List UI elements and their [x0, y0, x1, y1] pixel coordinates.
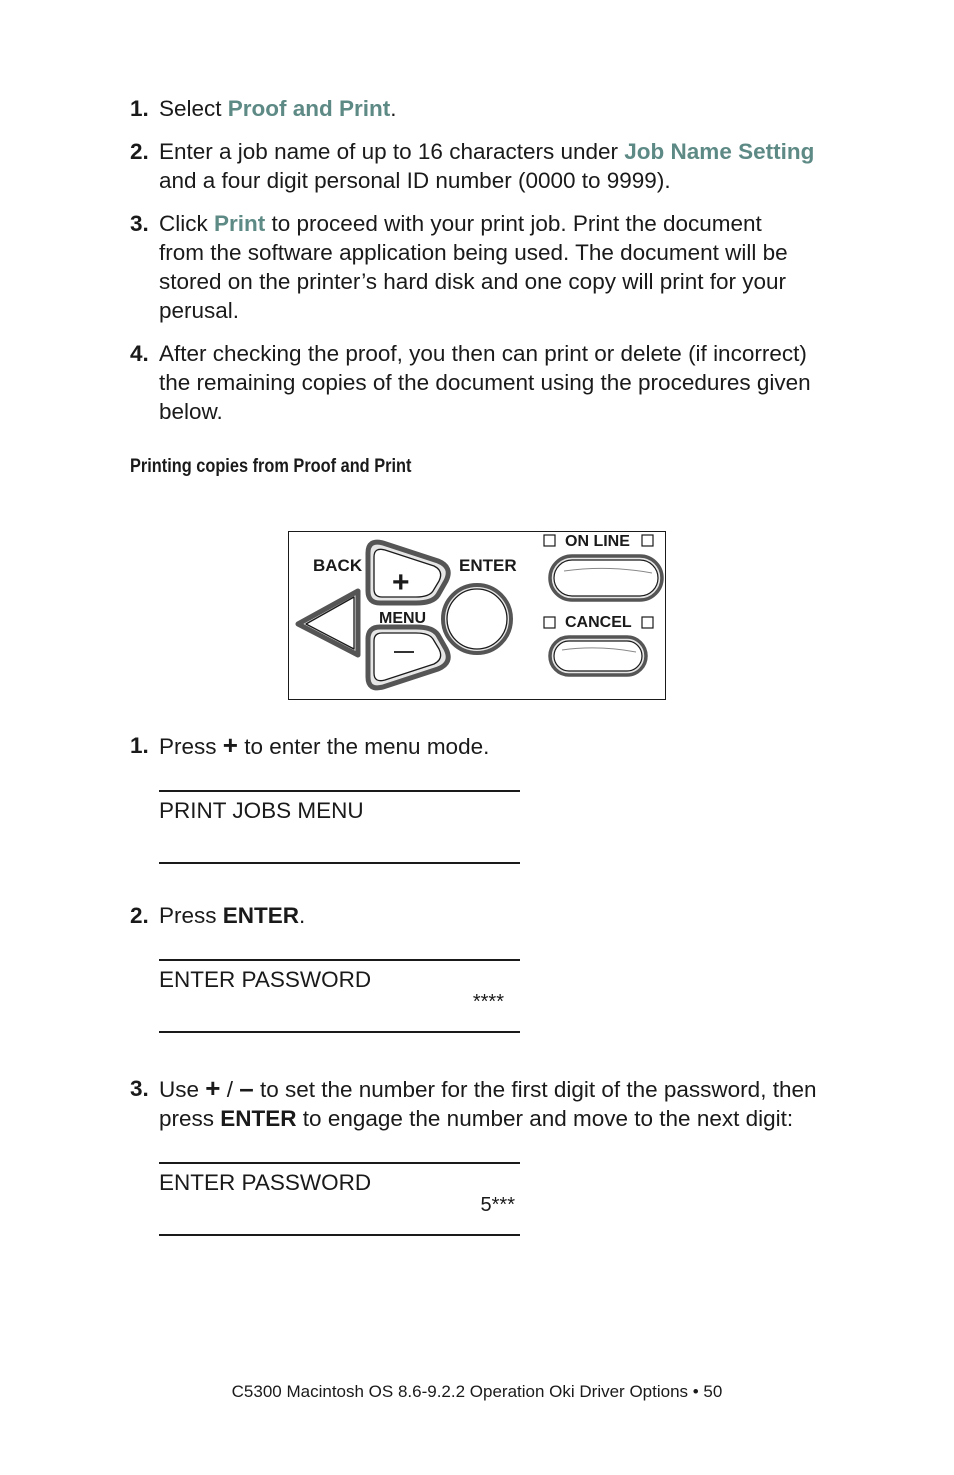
- enter-label: ENTER: [459, 556, 517, 575]
- step-line: and a four digit personal ID number (0000 to 9999).: [159, 168, 671, 193]
- step-text-pre: Enter a job name of up to 16 characters under: [159, 139, 625, 164]
- step-a2: [130, 137, 860, 195]
- back-label: BACK: [313, 556, 363, 575]
- step-number: 3.: [130, 1076, 149, 1101]
- lcd-rule-top: [159, 1162, 520, 1164]
- step-b3: [130, 1074, 860, 1133]
- step-a1: [130, 94, 860, 123]
- step-line: from the software application being used. The document will be: [159, 240, 788, 265]
- cancel-label: CANCEL: [565, 614, 632, 631]
- step-line: [159, 1074, 860, 1104]
- lcd-rule-bottom: [159, 1031, 520, 1033]
- step-text-post: to engage the number and move to the next digit:: [296, 1106, 794, 1131]
- step-text-pre: Select: [159, 96, 228, 121]
- lcd-display-3: [159, 1162, 520, 1236]
- ui-term-job-name-setting: Job Name Setting: [624, 139, 815, 164]
- lcd-line-2: 5***: [480, 1194, 515, 1216]
- minus-symbol: –: [239, 1073, 254, 1103]
- step-text-post: to proceed with your print job. Print the document: [265, 211, 762, 236]
- step-a4: [130, 339, 860, 426]
- step-text-pre: Click: [159, 211, 214, 236]
- lcd-display-1: [159, 790, 520, 864]
- step-line: [159, 209, 860, 238]
- step-number: 2.: [130, 903, 149, 928]
- step-text: [159, 94, 860, 123]
- step-text: [159, 137, 860, 195]
- lcd-rule-bottom: [159, 1234, 520, 1236]
- plus-icon: +: [392, 566, 410, 599]
- online-button[interactable]: [550, 556, 662, 600]
- lcd-line-1: PRINT JOBS MENU: [159, 798, 364, 823]
- ui-term-proof-and-print: Proof and Print: [227, 96, 391, 121]
- online-indicator-left: [544, 535, 555, 546]
- step-text-pre: Press: [159, 903, 223, 928]
- step-number: 3.: [130, 211, 149, 236]
- plus-symbol: +: [222, 730, 238, 760]
- step-text: [159, 339, 860, 426]
- lcd-line-1: ENTER PASSWORD: [159, 1170, 372, 1195]
- cancel-indicator-right: [642, 617, 653, 628]
- step-text: [159, 1074, 860, 1133]
- step-text-post: to set the number for the first digit of the password, then: [253, 1077, 817, 1102]
- lcd-line-1: ENTER PASSWORD: [159, 967, 372, 992]
- step-line: below.: [159, 399, 223, 424]
- lcd-rule-top: [159, 790, 520, 792]
- cancel-button[interactable]: [550, 637, 646, 675]
- step-line: stored on the printer’s hard disk and one copy will print for your: [159, 269, 787, 294]
- lcd-rule-top: [159, 959, 520, 961]
- step-line: [159, 1104, 860, 1133]
- step-b2: [130, 901, 860, 930]
- step-number: 1.: [130, 96, 149, 121]
- step-number: 4.: [130, 341, 149, 366]
- step-b1: [130, 731, 860, 761]
- lcd-line-2: ****: [472, 991, 504, 1013]
- step-text-pre: press: [159, 1106, 221, 1131]
- step-number: 1.: [130, 733, 149, 758]
- printer-control-panel: [288, 531, 666, 700]
- step-a3: [130, 209, 860, 325]
- step-text-post: to enter the menu mode.: [237, 734, 490, 759]
- lcd-display-2: [159, 959, 520, 1033]
- step-text: [159, 209, 860, 325]
- online-label: ON LINE: [565, 533, 630, 550]
- step-line: perusal.: [159, 298, 240, 323]
- step-line: the remaining copies of the document using the procedures given: [159, 370, 811, 395]
- ui-term-print: Print: [214, 211, 266, 236]
- enter-button[interactable]: [443, 585, 511, 653]
- key-enter: ENTER: [222, 903, 300, 928]
- step-text-pre: Use: [159, 1077, 206, 1102]
- step-text: [159, 731, 860, 761]
- menu-label: MENU: [379, 610, 427, 627]
- lcd-rule-bottom: [159, 862, 520, 864]
- section-heading: Printing copies from Proof and Print: [130, 456, 412, 477]
- key-enter: ENTER: [220, 1106, 297, 1131]
- step-number: 2.: [130, 139, 149, 164]
- page-footer: C5300 Macintosh OS 8.6-9.2.2 Operation Oki Driver Options • 50: [231, 1382, 723, 1401]
- step-text: [159, 901, 860, 930]
- step-line: [159, 137, 860, 166]
- cancel-indicator-left: [544, 617, 555, 628]
- plus-symbol: +: [205, 1073, 221, 1103]
- step-text-pre: Press: [159, 734, 223, 759]
- step-line: After checking the proof, you then can print or delete (if incorrect): [159, 341, 807, 366]
- step-text-post: .: [390, 96, 397, 121]
- online-indicator-right: [642, 535, 653, 546]
- step-text-post: .: [299, 903, 306, 928]
- slash: /: [220, 1077, 240, 1102]
